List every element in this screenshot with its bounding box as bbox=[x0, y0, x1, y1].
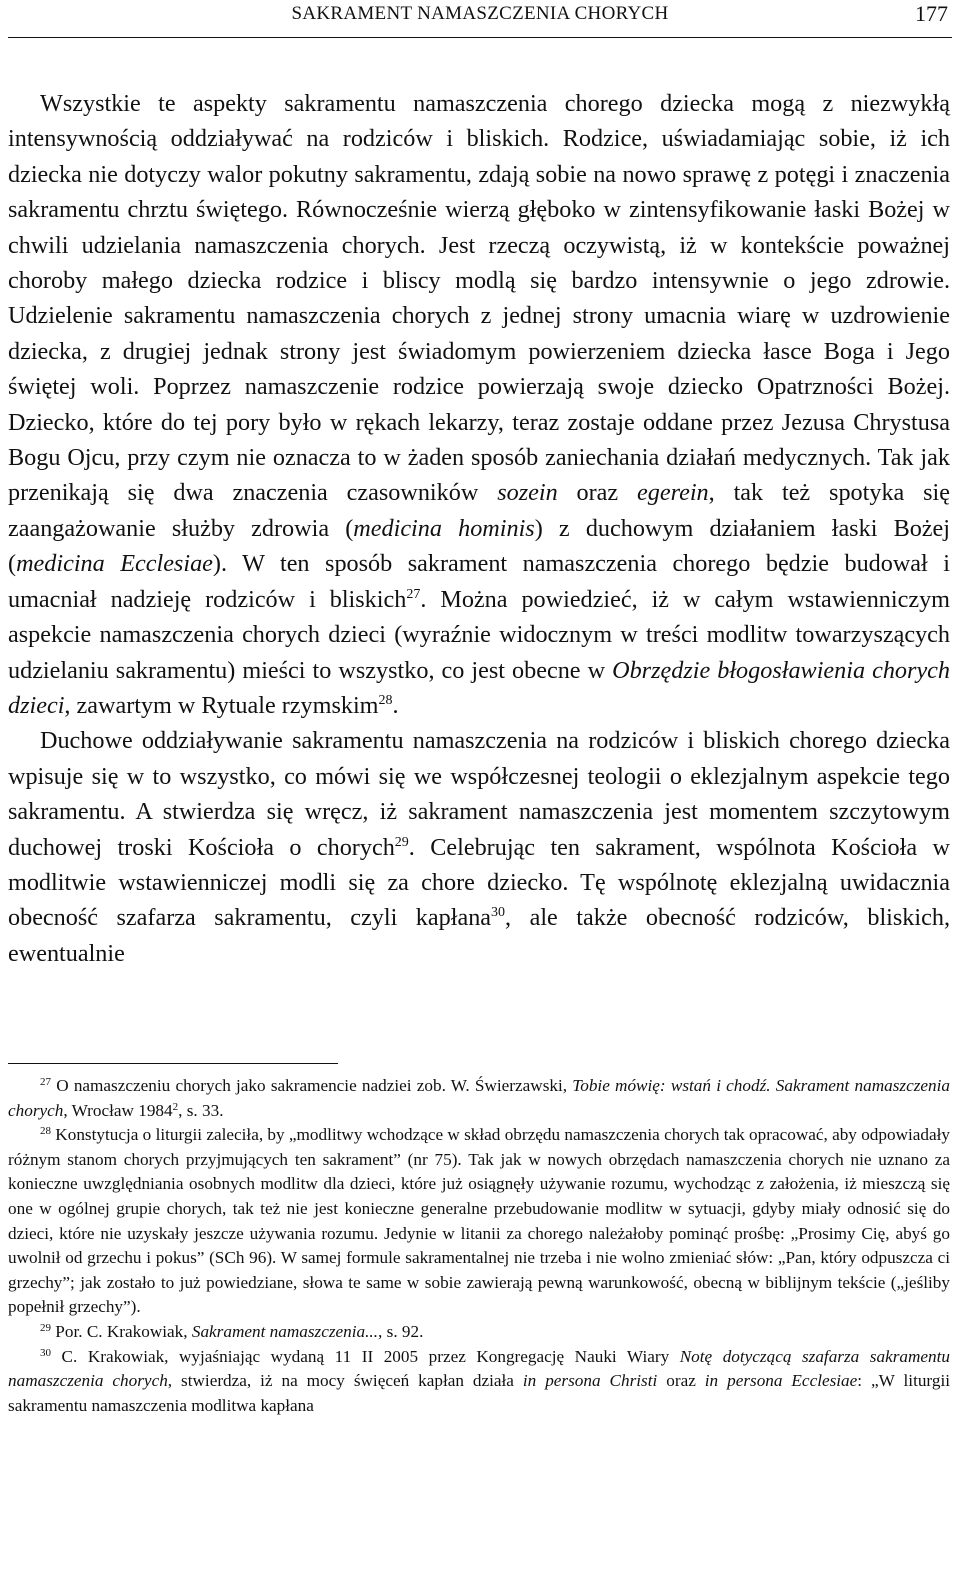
italic-term: sozein bbox=[497, 479, 558, 507]
footnotes bbox=[8, 1074, 950, 1418]
footnote-29 bbox=[8, 1320, 950, 1345]
text-run: : „W liturgii sakramentu namaszczenia modlitwa kapłana bbox=[8, 1371, 950, 1415]
footnote-number: 30 bbox=[40, 1346, 51, 1359]
page-number: 177 bbox=[915, 1, 948, 26]
header-rule bbox=[8, 37, 952, 38]
italic-title: Sakrament namaszczenia... bbox=[191, 1321, 379, 1341]
text-run: ). W ten sposób sakrament namaszczenia chorego będzie budował i umacniał nadzieję rodziców i bliskich bbox=[8, 550, 950, 613]
text-run: , s. 33. bbox=[178, 1100, 224, 1120]
text-run: ) z duchowym działaniem łaski Bożej ( bbox=[8, 514, 950, 578]
text-run: Duchowe oddziaływanie sakramentu namaszczenia na rodziców i bliskich chorego dziecka wpisuje się w to wszystko, co mówi się we współczesnej teologii o eklezjalnym aspekcie tego sakramentu. A stwierdza się wręcz, iż sakrament namaszczenia jest momentem szczytowym duchowej troski Kościoła o chorych bbox=[8, 727, 950, 861]
italic-term: in persona Christi bbox=[522, 1371, 658, 1391]
text-run: Por. C. Krakowiak, bbox=[51, 1321, 192, 1341]
text-run: . Celebrując ten sakrament, wspólnota Kościoła w modlitwie wstawienniczej modli się za chore dziecko. Tę wspólnotę eklezjalną uwidacznia obecność szafarza sakramentu, czyli kapłana bbox=[8, 833, 950, 932]
footnote-number: 29 bbox=[40, 1321, 51, 1334]
italic-title: Notę dotyczącą szafarza sakramentu namaszczenia chorych bbox=[8, 1346, 950, 1391]
italic-term: in persona Ecclesiae bbox=[704, 1371, 858, 1391]
italic-term: medicina Ecclesiae bbox=[16, 550, 213, 578]
text-run: , Wrocław 1984 bbox=[63, 1100, 173, 1120]
text-run: , s. 92. bbox=[378, 1321, 424, 1341]
footnote-number: 28 bbox=[40, 1125, 51, 1138]
text-run: oraz bbox=[657, 1371, 705, 1391]
text-run: , stwierdza, iż na mocy święceń kapłan działa bbox=[167, 1371, 523, 1391]
text-run: , ale także obecność rodziców, bliskich, ewentualnie bbox=[8, 904, 950, 967]
footnote-number: 27 bbox=[40, 1076, 51, 1088]
footnote-ref-27: 27 bbox=[406, 586, 421, 602]
footnote-30 bbox=[8, 1345, 950, 1419]
text-run: . Można powiedzieć, iż w całym wstawienniczym aspekcie namaszczenia chorych dzieci (wyraźnie widocznym w treści modlitw towarzyszących udzielaniu sakramentu) mieści to wszystko, co jest obecne w bbox=[8, 585, 950, 684]
footnote-ref-29: 29 bbox=[394, 834, 409, 850]
footnote-28 bbox=[8, 1123, 950, 1320]
text-run: O namaszczeniu chorych jako sakramencie nadziei zob. W. Świerzawski, bbox=[51, 1076, 573, 1095]
text-run: , tak też spotyka się zaangażowanie służby zdrowia ( bbox=[8, 479, 951, 542]
text-run: . bbox=[392, 691, 399, 719]
paragraph-1 bbox=[8, 86, 950, 723]
footnote-ref-28: 28 bbox=[378, 692, 393, 708]
text-run: Konstytucja o liturgii zaleciła, by „modlitwy wchodzące w skład obrzędu namaszczenia chorych tak opracować, aby odpowiadały różnym stanom chorych przyjmujących ten sakrament” (nr 75). Tak jak w nowych obrzędach namaszczenia chorych nie uznano za konieczne uwzględniania osobnych modlitw dla dzieci, które już osiągnęły używanie rozumu, wychodząc z założenia, iż mieszczą się one w ogólnej grupie chorych, tak też nie jest konieczne generalne przebudowanie modlitw w sytuacji, gdyby miały odnosić się do dzieci, które nie uzyskały jeszcze używania rozumu. Jedynie w litanii za chorego należałoby pominąć prośbę: „Prosimy Cię, abyś go uwolnił od grzechu i pokus” (SCh 96). W samej formule sakramentalnej nie trzeba i nie wolno zmieniać słów: „Pan, który odpuszcza ci grzechy”; jak zostało to już powiedziane, słowa te same w sobie zawierają pewną warunkowość, obecną w biblijnym tekście („jeśliby popełnił grzechy”). bbox=[8, 1125, 950, 1317]
paragraph-2 bbox=[8, 723, 950, 971]
main-text bbox=[8, 86, 950, 971]
italic-term: medicina hominis bbox=[353, 514, 535, 542]
edition-superscript: 2 bbox=[172, 1100, 179, 1113]
running-title: SAKRAMENT NAMASZCZENIA CHORYCH bbox=[291, 3, 669, 24]
footnote-27 bbox=[8, 1074, 950, 1123]
running-head bbox=[8, 0, 952, 30]
italic-term: egerein bbox=[637, 479, 709, 507]
text-run: Wszystkie te aspekty sakramentu namaszczenia chorego dziecka mogą z niezwykłą intensywnością oddziaływać na rodziców i bliskich. Rodzice, uświadamiając sobie, iż ich dziecka nie dotyczy walor pokutny sakramentu, zdają sobie na nowo sprawę z potęgi i znaczenia sakramentu chrztu świętego. Równocześnie wierzą głęboko w zintensyfikowanie łaski Bożej w chwili udzielania namaszczenia chorych. Jest rzeczą oczywistą, iż w kontekście poważnej choroby małego dziecka rodzice i bliscy modlą się bardzo intensywnie o jego zdrowie. Udzielenie sakramentu namaszczenia chorych z jednej strony umacnia wiarę w uzdrowienie dziecka, z drugiej jednak strony jest świadomym powierzeniem dziecka łasce Boga i Jego świętej woli. Poprzez namaszczenie rodzice powierzają swoje dziecko Opatrzności Bożej. Dziecko, które do tej pory było w rękach lekarzy, teraz zostaje oddane przez Jezusa Chrystusa Bogu Ojcu, przy czym nie oznacza to w żaden sposób zaniechania działań medycznych. Tak jak przenikają się dwa znaczenia czasowników bbox=[8, 90, 950, 507]
footnote-rule bbox=[8, 1063, 338, 1064]
italic-title: Obrzędzie błogosławienia chorych dzieci bbox=[8, 656, 951, 719]
footnote-ref-30: 30 bbox=[491, 905, 506, 921]
text-run: C. Krakowiak, wyjaśniając wydaną 11 II 2005 przez Kongregację Nauki Wiary bbox=[51, 1346, 680, 1366]
text-run: oraz bbox=[557, 479, 638, 507]
italic-title: Tobie mówię: wstań i chodź. Sakrament namaszczenia chorych bbox=[8, 1076, 950, 1120]
text-run: , zawartym w Rytuale rzymskim bbox=[64, 691, 379, 719]
